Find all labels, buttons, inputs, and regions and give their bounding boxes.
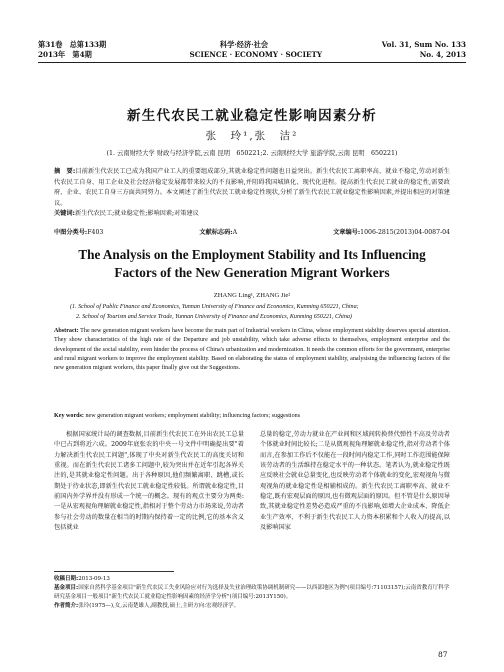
footnotes <box>54 575 450 611</box>
header-volume-en: Vol. 31, Sum No. 133 <box>381 40 466 49</box>
header-issue-en: No. 4, 2013 <box>419 50 466 59</box>
header-issue: 2013年 第4期 <box>38 50 92 59</box>
doc-code-field <box>199 227 237 236</box>
affiliation-cn: (1. 云南财经大学 财政与经济学院,云南 昆明 650221;2. 云南财经大学 旅游学院,云南 昆明 650221) <box>106 150 398 157</box>
affiliation-en-2: 2. School of Tourism and Service Trade, Yunnan University of Finance and Economics, Kunming 650221, China) <box>76 313 352 320</box>
authors-en: ZHANG Ling¹, ZHANG Jie² <box>213 292 291 299</box>
title-en-line1: The Analysis on the Employment Stability and Its Influencing <box>78 247 426 262</box>
running-header <box>38 40 466 60</box>
fund-label: 基金项目: <box>54 585 79 591</box>
received-date: 2013-09-13 <box>78 576 110 582</box>
body-column-right: 总量的稳定,劳动力就业在产业间和区域间转换替代弹性不高及劳动者个体就业时间比较长;二是从微观视角理解就业稳定性,指对劳动者个体而言,在参加工作后不仅能在一段时间内稳定工作,同时工作范围能保障该劳动者的生活维持在稳定水平的一种状态。笔者认为,就业稳定性既应反映社会就业总量变化,也反映劳动者个体就业的变化,宏观视角与微观视角的就业稳定性是相辅相成的。新生代农民工离职率高、就业不稳定,既有宏观层面的原因,也有微观层面的原因。但不管是什么原因导致,其就业稳定性差势必造成严重的不良影响,如增大企业成本、降低企业生产效率、不利于新生代农民工人力资本积累和个人收入的提高,以及影响国家 <box>260 431 450 532</box>
abstract-en-label: Abstract: <box>54 328 79 334</box>
clc-field <box>54 227 103 236</box>
page-number: 87 <box>438 650 448 659</box>
keywords-en <box>54 413 450 419</box>
title-en-line2: Factors of the New Generation Migrant Workers <box>114 265 390 280</box>
keywords-cn-label: 关键词: <box>54 210 76 217</box>
keywords-en-text: new generation migrant workers; employment stability; influencing factors; suggestions <box>85 413 301 419</box>
article-id-value: 1006-2815(2013)04-0087-04 <box>360 229 450 236</box>
abstract-en <box>54 327 450 373</box>
header-journal-cn: 科学·经济·社会 <box>219 40 269 49</box>
fund-text: 国家自然科学基金项目"新生代农民工失业风险应对行为选择及失业治理政策协调机制研究——以西部地区为例"(项目编号:71103157);云南省教育厅科学研究基金项目一般项目"新生代农民工就业稳定性影响因素的经济学分析"(项目编号:2013Y150)。 <box>54 585 450 600</box>
article-meta-cn <box>54 227 450 236</box>
body-column-left: 根据国家统计局的调查数据,目前新生代农民工在外出农民工总量中已占到将近六成。2009年底张农的中央一号文件中明确提出要"着力解决新生代农民工问题",体现了中央对新生代农民工的高度关切和重视。而在新生代农民工诸多工问题中,较为突出并在近年引起各界关注的,是其就业稳定性问题。出于各种原因,他们频繁离职、跳槽,或长期处于待业状态,即新生代农民工就业稳定性较低。所谓就业稳定性,目前国内外学界并没有形成一个统一的概念。现有的观点主要分为两类:一是从宏观视角理解就业稳定性,指相对于整个劳动力市场来说,劳动者参与社会劳动的数量在相当的时期内保持着一定的比例,它的基本含义包括就业 <box>54 431 244 532</box>
keywords-en-label: Key words: <box>54 413 84 419</box>
article-id-field <box>333 227 450 236</box>
header-volume: 第31卷 总第133期 <box>38 40 107 49</box>
footnote-divider <box>54 571 174 572</box>
author-bio-text: 张玲(1975—),女,云南楚雄人,副教授,硕士,主研方向:宏观经济学。 <box>78 603 240 609</box>
keywords-cn-text: 新生代农民工;就业稳定性;影响因素;对策建议 <box>75 210 199 217</box>
article-id-label: 文章编号: <box>333 229 361 236</box>
article-title-en <box>0 246 504 282</box>
received-label: 收稿日期: <box>54 576 79 582</box>
header-divider <box>38 62 466 63</box>
abstract-en-text: The new generation migrant workers have become the main part of Industrial workers in China, whose employment stability deserves special attention. They show characteristics of the high rate of the Departure and job unstability, which take adverse effects to themselves, employment enterprise and the development of the social stability, even hinder the process of China's urbanization and modernization. It needs the common efforts for the government, enterprise and rural migrant workers to improve the employment stability. Based on elaborating the status of employment stability, analysising the influencing factors of the new generation migrant workers, this paper finally give out the Suggestions. <box>54 328 450 372</box>
article-body <box>54 430 450 533</box>
doc-code-label: 文献标志码: <box>199 229 233 236</box>
header-journal-en: SCIENCE · ECONOMY · SOCIETY <box>189 50 322 59</box>
doc-code-value: A <box>232 229 238 236</box>
clc-value: F403 <box>87 229 104 236</box>
abstract-cn-text: 目前新生代农民工已成为我国产业工人的重要组成部分,其就业稳定性问题也日益突出。新生代农民工离职率高、就业不稳定,劳动对新生代农民工自身、用工企业及社会经济稳定发展都带来较大的不良影响,并阻碍我国城镇化、现代化进程。提高新生代农民工就业的稳定性,需要政府、企业、农民工自身三方面共同努力。本文阐述了新生代农民工就业稳定性现状,分析了新生代农民工就业稳定性影响因素,并提出相应的对策建议。 <box>54 168 450 207</box>
authors-cn: 张 玲¹,张 洁² <box>205 130 299 142</box>
abstract-cn-label: 摘 要: <box>54 168 76 175</box>
clc-label: 中图分类号: <box>54 229 88 236</box>
abstract-cn <box>54 167 450 220</box>
affiliation-en-1: (1. School of Public Finance and Economics, Yunnan University of Finance and Economics, Kunming 650221, China; <box>70 304 359 310</box>
affiliation-en <box>70 303 450 322</box>
author-bio-label: 作者简介: <box>54 603 79 609</box>
article-title-cn: 新生代农民工就业稳定性影响因素分析 <box>127 108 377 124</box>
